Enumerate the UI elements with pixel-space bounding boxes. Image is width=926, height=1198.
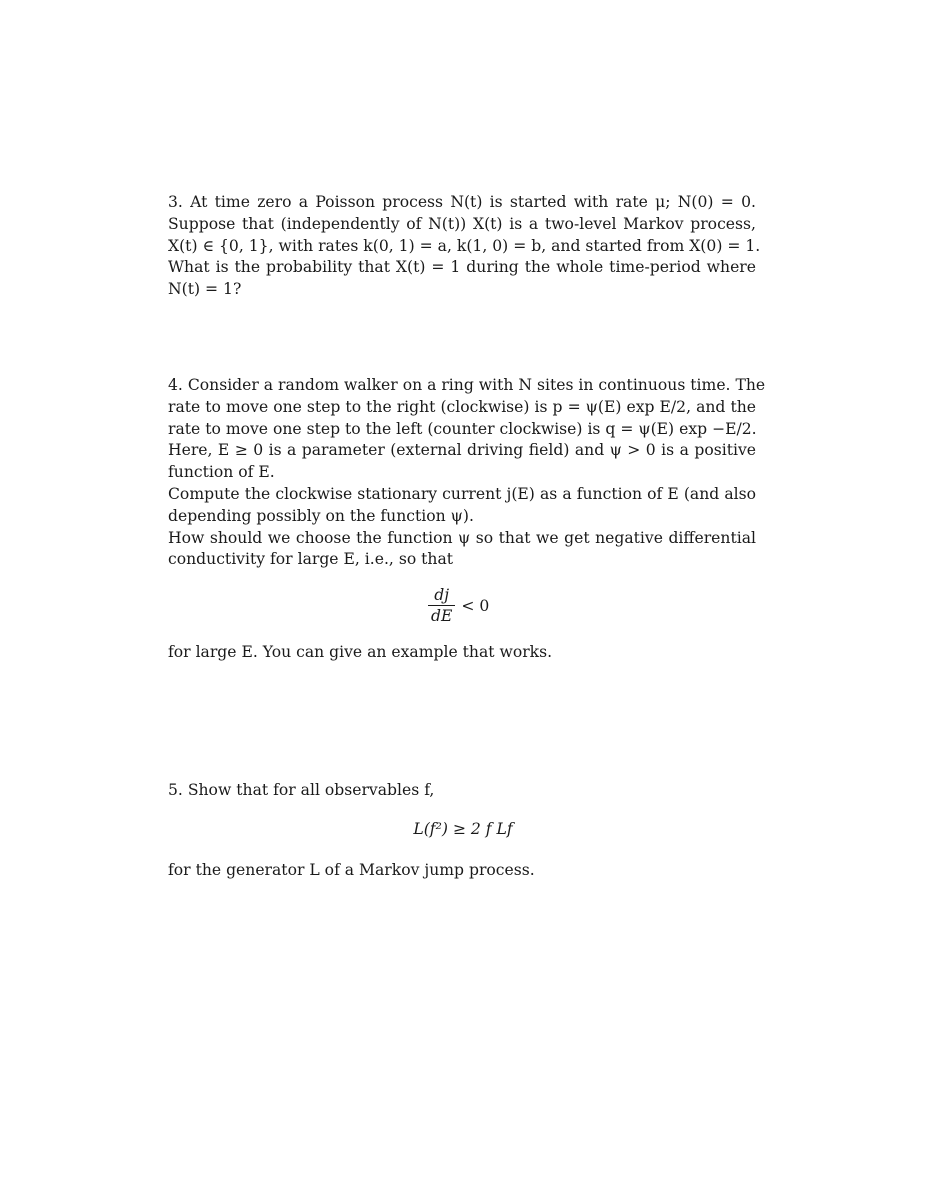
problem-4-line: function of E. [168, 463, 275, 482]
problem-5-after-line: for the generator L of a Markov jump process. [168, 861, 535, 879]
formula-relation: < 0 [461, 596, 490, 615]
problem-4-line: conductivity for large E, i.e., so that [168, 550, 454, 569]
fraction [428, 585, 455, 626]
problem-3 [168, 192, 761, 301]
problem-5-intro-line: 5. Show that for all observables f, [168, 781, 435, 799]
problem-3-line: N(t) = 1? [168, 280, 242, 299]
fraction-numerator: dj [434, 586, 450, 604]
problem-4-line: rate to move one step to the left (counter clockwise) is q = ψ(E) exp −E/2. [168, 419, 757, 438]
problem-3-line: Suppose that (independently of N(t)) X(t) is a two-level Markov process, [168, 214, 756, 233]
problem-4-line: 4. Consider a random walker on a ring with N sites in continuous time. The [168, 376, 766, 394]
problem-4-line: Here, E ≥ 0 is a parameter (external driving field) and ψ > 0 is a positive [168, 441, 756, 460]
current-derivative-formula [428, 585, 489, 626]
problem-4-line: depending possibly on the function ψ). [168, 506, 474, 525]
problem-4-conclusion [168, 642, 756, 664]
problem-3-line: X(t) ∈ {0, 1}, with rates k(0, 1) = a, k(1, 0) = b, and started from X(0) = 1. [168, 236, 761, 255]
problem-5-conclusion [168, 860, 756, 882]
problem-4-line: Compute the clockwise stationary current j(E) as a function of E (and also [168, 484, 756, 503]
problem-4-after-line: for large E. You can give an example that works. [168, 643, 553, 661]
problem-4 [168, 375, 766, 571]
problem-4-line: rate to move one step to the right (clockwise) is p = ψ(E) exp E/2, and the [168, 397, 756, 416]
problem-3-line: 3. At time zero a Poisson process N(t) is started with rate μ; N(0) = 0. [168, 193, 756, 211]
generator-inequality-formula: L(f²) ≥ 2 f Lf [413, 820, 513, 838]
problem-5 [168, 780, 756, 802]
problem-4-line: How should we choose the function ψ so that we get negative differential [168, 528, 756, 547]
problem-3-line: What is the probability that X(t) = 1 during the whole time-period where [168, 258, 756, 277]
fraction-denominator: dE [428, 605, 455, 626]
